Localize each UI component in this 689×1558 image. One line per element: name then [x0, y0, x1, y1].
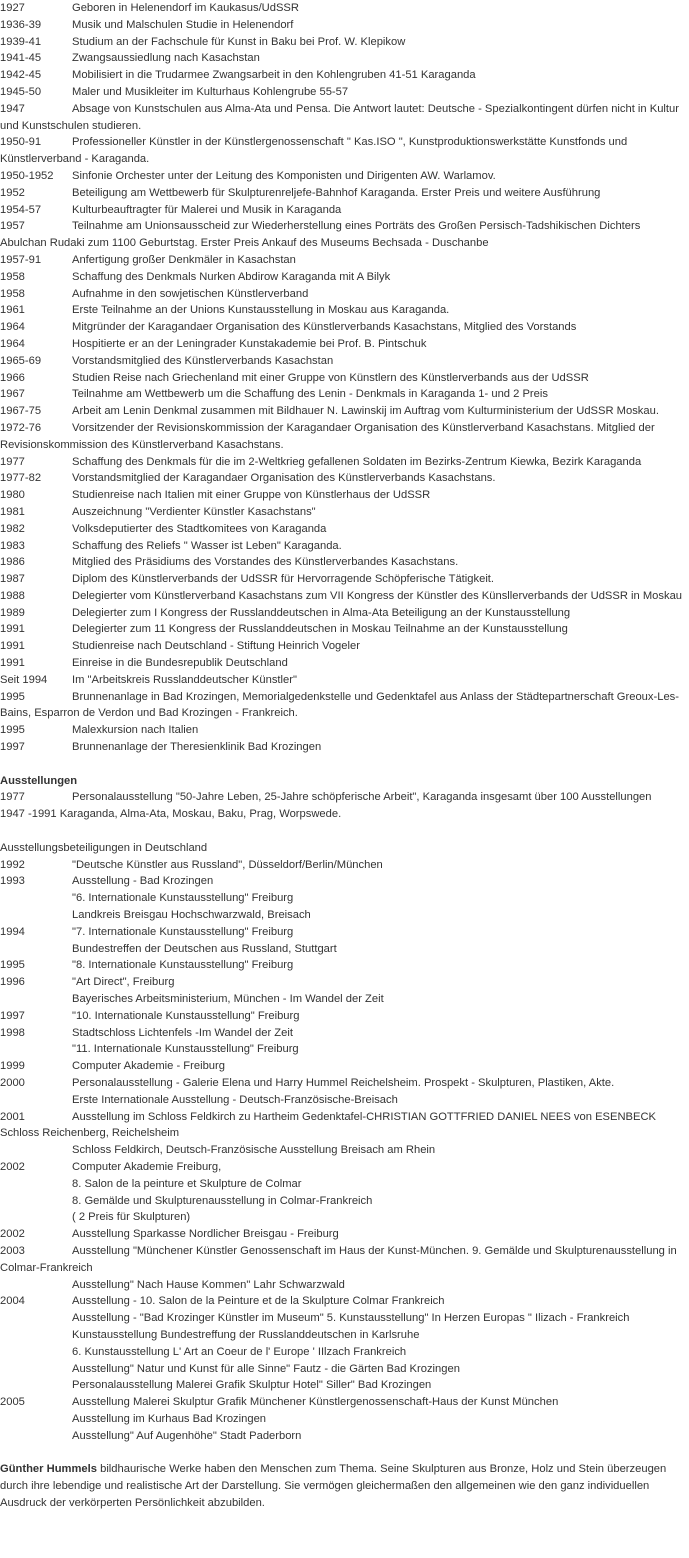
entry-year: 1961 — [0, 304, 25, 317]
entry-text: Bayerisches Arbeitsministerium, München - Im Wandel der Zeit — [72, 993, 384, 1006]
exhibition-year-group — [0, 1226, 689, 1243]
timeline-entry — [0, 588, 689, 605]
entry-text: "8. Internationale Kunstausstellung" Freiburg — [72, 959, 294, 972]
timeline-entry — [0, 319, 689, 336]
exhibition-entry — [0, 1092, 689, 1109]
entry-year: 1994 — [0, 925, 25, 938]
entry-year: 2001 — [0, 1110, 25, 1123]
timeline-entry — [0, 34, 689, 51]
entry-text: Sinfonie Orchester unter der Leitung des Komponisten und Dirigenten AW. Warlamov. — [72, 169, 496, 182]
entry-year: 1991 — [0, 640, 25, 653]
exhibition-year-group — [0, 1293, 689, 1394]
entry-text: Schaffung des Reliefs " Wasser ist Leben" Karaganda. — [72, 539, 342, 552]
artist-name: Günther Hummels — [0, 1463, 97, 1476]
spacer — [0, 756, 689, 773]
entry-year: 1957-91 — [0, 253, 42, 266]
entry-text: "6. Internationale Kunstausstellung" Freiburg — [72, 892, 294, 905]
exhibition-entry — [0, 890, 689, 907]
exhibition-entry — [0, 1159, 689, 1176]
timeline-entry — [0, 420, 689, 454]
exhibition-entry — [0, 1176, 689, 1193]
exhibition-entry — [0, 1109, 689, 1143]
entry-year: 1977 — [0, 455, 25, 468]
entry-text: Vorsitzender der Revisionskommission der Karagandaer Organisation des Künstlerverband Kasachstans. Mitglied der Revisionskommission des Künstlerverband Kasachstans. — [0, 421, 655, 451]
entry-text: Schaffung des Denkmals für die im 2-Weltkrieg gefallenen Soldaten im Bezirks-Zentrum Kiewka, Bezirk Karaganda — [72, 455, 642, 468]
exhibition-entry — [0, 941, 689, 958]
exhibition-entry — [0, 1226, 689, 1243]
timeline-entry — [0, 168, 689, 185]
entry-text: Studium an der Fachschule für Kunst in Baku bei Prof. W. Klepikow — [72, 35, 406, 48]
timeline-entry — [0, 353, 689, 370]
entry-text: Einreise in die Bundesrepublik Deutschland — [72, 657, 288, 670]
closing-text: bildhaurische Werke haben den Menschen zum Thema. Seine Skulpturen aus Bronze, Holz und Stein überzeugen durch ihre lebendige und realistische Art der Darstellung. Sie vermögen gleichermaßen den allgemeinen wie den ganz individuellen Ausdruck der verkörperten Persönlichkeit abzubilden. — [0, 1463, 667, 1509]
exhibition-entry — [0, 873, 689, 890]
timeline-entry — [0, 739, 689, 756]
entry-year: 1999 — [0, 1060, 25, 1073]
entry-text: Maler und Musikleiter im Kulturhaus Kohlengrube 55-57 — [72, 85, 349, 98]
entry-year: 1942-45 — [0, 69, 42, 82]
entry-text: Malexkursion nach Italien — [72, 724, 199, 737]
timeline-entry — [0, 202, 689, 219]
exhibition-entry — [0, 1361, 689, 1378]
exhibition-entry — [0, 991, 689, 1008]
timeline-entry — [0, 621, 689, 638]
timeline-entry — [0, 504, 689, 521]
entry-text: Erste Internationale Ausstellung - Deutsch-Französische-Breisach — [72, 1093, 398, 1106]
timeline-entry — [0, 84, 689, 101]
entry-year: 1952 — [0, 186, 25, 199]
entry-year: 1986 — [0, 556, 25, 569]
timeline-entry — [0, 286, 689, 303]
entry-year: 1977 — [0, 791, 25, 804]
timeline-entry — [0, 17, 689, 34]
entry-year: 1936-39 — [0, 18, 42, 31]
timeline-entry — [0, 386, 689, 403]
entry-text: Beteiligung am Wettbewerb für Skulpturenreljefe-Bahnhof Karaganda. Erster Preis und weitere Ausführung — [72, 186, 601, 199]
entry-text: Ausstellung" Auf Augenhöhe" Stadt Paderborn — [72, 1429, 302, 1442]
entry-year: 1980 — [0, 489, 25, 502]
entry-text: 6. Kunstausstellung L' Art an Coeur de l' Europe ' IIlzach Frankreich — [72, 1345, 407, 1358]
entry-text: Professioneller Künstler in der Künstlergenossenschaft " Kas.ISO ", Kunstproduktionswerkstätte Kunstfonds und Künstlerverband - Karaganda. — [0, 136, 628, 166]
entry-year: Seit 1994 — [0, 673, 48, 686]
entry-year: 2002 — [0, 1160, 25, 1173]
entry-year: 1947 — [0, 102, 25, 115]
timeline-entry — [0, 403, 689, 420]
entry-text: Vorstandsmitglied der Karagandaer Organisation des Künstlerverbands Kasachstans. — [72, 472, 496, 485]
entry-year: 1991 — [0, 657, 25, 670]
germany-exhibitions-list — [0, 857, 689, 1445]
closing-paragraph — [0, 1461, 689, 1511]
entry-year: 1945-50 — [0, 85, 42, 98]
entry-text: Delegierter zum 11 Kongress der Russlanddeutschen in Moskau Teilnahme an der Kunstausstellung — [72, 623, 568, 636]
spacer — [0, 1445, 689, 1462]
entry-text: Ausstellung Malerei Skulptur Grafik Münchener Künstlergenossenschaft-Haus der Kunst München — [72, 1396, 559, 1409]
entry-year: 1982 — [0, 522, 25, 535]
exhibition-year-group — [0, 1008, 689, 1025]
exhibition-year-group — [0, 873, 689, 923]
exhibition-entry — [0, 1411, 689, 1428]
exhibition-entry — [0, 1428, 689, 1445]
entry-year: 1991 — [0, 623, 25, 636]
entry-text: Bundestreffen der Deutschen aus Russland, Stuttgart — [72, 942, 337, 955]
entry-year: 1993 — [0, 875, 25, 888]
entry-text: Zwangsaussiedlung nach Kasachstan — [72, 52, 260, 65]
entry-text: Computer Akademie - Freiburg — [72, 1060, 225, 1073]
exhibition-year-group — [0, 1075, 689, 1109]
entry-text: Musik und Malschulen Studie in Helenendorf — [72, 18, 294, 31]
entry-text: Brunnenanlage der Theresienklinik Bad Krozingen — [72, 741, 322, 754]
exhibition-entry — [0, 924, 689, 941]
timeline-entry — [0, 101, 689, 135]
entry-text: Hospitierte er an der Leningrader Kunstakademie bei Prof. B. Pintschuk — [72, 337, 427, 350]
entry-year: 1995 — [0, 959, 25, 972]
entry-year: 1988 — [0, 589, 25, 602]
entry-year: 2003 — [0, 1244, 25, 1257]
exhibition-entry — [0, 1293, 689, 1310]
entry-year: 1950-1952 — [0, 169, 54, 182]
entry-text: Delegierter vom Künstlerverband Kasachstans zum VII Kongress der Künstler des Künsllerverbands der UdSSR in Moskau — [72, 589, 683, 602]
entry-year: 1954-57 — [0, 203, 42, 216]
timeline-entry — [0, 302, 689, 319]
entry-year: 1996 — [0, 976, 25, 989]
timeline-entry — [0, 269, 689, 286]
exhibitions-heading: Ausstellungen — [0, 774, 78, 787]
entry-text: Schaffung des Denkmals Nurken Abdirow Karaganda mit A Bilyk — [72, 270, 391, 283]
exhibition-year-group — [0, 957, 689, 974]
timeline-entry — [0, 0, 689, 17]
exhibition-entry — [0, 1327, 689, 1344]
entry-year: 1958 — [0, 287, 25, 300]
germany-heading: Ausstellungsbeteiligungen in Deutschland — [0, 841, 208, 854]
exhibition-entry — [0, 1277, 689, 1294]
exhibition-entry — [0, 907, 689, 924]
exhibition-entry — [0, 1193, 689, 1210]
entry-year: 1997 — [0, 741, 25, 754]
entry-text: Absage von Kunstschulen aus Alma-Ata und Pensa. Die Antwort lautet: Deutsche - Spezialkontingent dürfen nicht in Kultur und Kunstschulen studieren. — [0, 102, 679, 132]
timeline-entry — [0, 655, 689, 672]
timeline-entry — [0, 605, 689, 622]
entry-year: 1958 — [0, 270, 25, 283]
entry-text: Landkreis Breisgau Hochschwarzwald, Breisach — [72, 909, 311, 922]
entry-year: 1972-76 — [0, 421, 42, 434]
entry-text: Studienreise nach Italien mit einer Gruppe von Künstlerhaus der UdSSR — [72, 489, 431, 502]
exhibition-entry — [0, 1058, 689, 1075]
entry-year: 1998 — [0, 1026, 25, 1039]
entry-text: Auszeichnung "Verdienter Künstler Kasachstans" — [72, 505, 316, 518]
entry-year: 1981 — [0, 505, 25, 518]
timeline-entry — [0, 50, 689, 67]
timeline-entry — [0, 185, 689, 202]
entry-text: Ausstellung - "Bad Krozinger Künstler im Museum" 5. Kunstausstellung" In Herzen Europas " Ilizach - Frankreich — [72, 1312, 630, 1325]
entry-year: 1965-69 — [0, 354, 42, 367]
exhibition-year-group — [0, 1025, 689, 1059]
spacer — [0, 823, 689, 840]
entry-text: Personalausstellung Malerei Grafik Skulptur Hotel" Siller" Bad Krozingen — [72, 1379, 432, 1392]
entry-text: "11. Internationale Kunstausstellung" Freiburg — [72, 1043, 299, 1056]
entry-text: 8. Gemälde und Skulpturenausstellung in Colmar-Frankreich — [72, 1194, 373, 1207]
entry-year: 2000 — [0, 1077, 25, 1089]
entry-text: Ausstellung im Kurhaus Bad Krozingen — [72, 1412, 267, 1425]
timeline-entry — [0, 487, 689, 504]
entry-year: 1967-75 — [0, 405, 42, 418]
entry-year: 1997 — [0, 1009, 25, 1022]
entry-year: 1967 — [0, 388, 25, 401]
entry-text: Im "Arbeitskreis Russlanddeutscher Künstler" — [72, 673, 297, 686]
timeline-entry — [0, 252, 689, 269]
entry-text: Teilnahme am Wettbewerb um die Schaffung des Lenin - Denkmals in Karaganda 1- und 2 Preis — [72, 388, 548, 401]
entry-year: 1966 — [0, 371, 25, 384]
timeline-entry — [0, 538, 689, 555]
exhibition-year-group — [0, 1058, 689, 1075]
entry-year: 1983 — [0, 539, 25, 552]
entry-text: "7. Internationale Kunstausstellung" Freiburg — [72, 925, 294, 938]
timeline-entry — [0, 672, 689, 689]
timeline-entry — [0, 638, 689, 655]
entry-text: Studien Reise nach Griechenland mit einer Gruppe von Künstlern des Künstlerverbands aus der UdSSR — [72, 371, 589, 384]
exhibitions-summary: 1947 -1991 Karaganda, Alma-Ata, Moskau, Baku, Prag, Worpswede. — [0, 808, 342, 821]
entry-text: Ausstellung" Natur und Kunst für alle Sinne" Fautz - die Gärten Bad Krozingen — [72, 1362, 460, 1375]
exhibition-year-group — [0, 1243, 689, 1293]
entry-text: Ausstellung "Münchener Künstler Genossenschaft im Haus der Kunst-München. 9. Gemälde und Skulpturenausstellung in Colmar-Frankreich — [0, 1244, 677, 1274]
entry-text: Stadtschloss Lichtenfels -Im Wandel der Zeit — [72, 1026, 293, 1039]
entry-year: 1992 — [0, 858, 25, 871]
entry-text: Volksdeputierter des Stadtkomitees von Karaganda — [72, 522, 327, 535]
entry-text: Ausstellung Sparkasse Nordlicher Breisgau - Freiburg — [72, 1228, 339, 1241]
entry-text: Erste Teilnahme an der Unions Kunstausstellung in Moskau aus Karaganda. — [72, 304, 450, 317]
entry-text: Personalausstellung "50-Jahre Leben, 25-Jahre schöpferische Arbeit", Karaganda insgesamt über 100 Ausstellungen — [72, 791, 652, 804]
exhibition-entry — [0, 857, 689, 874]
exhibition-year-group — [0, 974, 689, 1008]
exhibition-entry — [0, 789, 689, 806]
entry-text: Diplom des Künstlerverbands der UdSSR für Hervorragende Schöpferische Tätigkeit. — [72, 573, 495, 586]
exhibition-entry — [0, 1209, 689, 1226]
entry-text: Mitglied des Präsidiums des Vorstandes des Künstlerverbandes Kasachstans. — [72, 556, 459, 569]
biography-list — [0, 0, 689, 756]
exhibition-year-group — [0, 1109, 689, 1159]
timeline-entry — [0, 571, 689, 588]
entry-text: Mobilisiert in die Trudarmee Zwangsarbeit in den Kohlengruben 41-51 Karaganda — [72, 69, 476, 82]
exhibition-entry — [0, 974, 689, 991]
entry-text: Arbeit am Lenin Denkmal zusammen mit Bildhauer N. Lawinskij im Auftrag vom Kulturministerium der UdSSR Moskau. — [72, 405, 659, 418]
entry-year: 1989 — [0, 606, 25, 619]
entry-year: 2002 — [0, 1228, 25, 1241]
exhibition-entry — [0, 957, 689, 974]
entry-text: Anfertigung großer Denkmäler in Kasachstan — [72, 253, 296, 266]
entry-text: ( 2 Preis für Skulpturen) — [72, 1211, 191, 1224]
timeline-entry — [0, 67, 689, 84]
exhibition-entry — [0, 1310, 689, 1327]
exhibition-year-group — [0, 924, 689, 958]
entry-text: Kunstausstellung Bundestreffung der Russlanddeutschen in Karlsruhe — [72, 1328, 420, 1341]
entry-text: Ausstellung im Schloss Feldkirch zu Hartheim Gedenktafel-CHRISTIAN GOTTFRIED DANIEL NEES von ESENBECK Schloss Reichenberg, Reichelsheim — [0, 1110, 657, 1140]
entry-text: "Deutsche Künstler aus Russland", Düsseldorf/Berlin/München — [72, 858, 383, 871]
entry-year: 1995 — [0, 690, 25, 703]
entry-text: Geboren in Helenendorf im Kaukasus/UdSSR — [72, 2, 299, 14]
entry-text: Aufnahme in den sowjetischen Künstlerverband — [72, 287, 309, 300]
exhibition-entry — [0, 1377, 689, 1394]
timeline-entry — [0, 722, 689, 739]
entry-text: Kulturbeauftragter für Malerei und Musik in Karaganda — [72, 203, 342, 216]
entry-year: 1964 — [0, 337, 25, 350]
entry-year: 1957 — [0, 220, 25, 233]
timeline-entry — [0, 470, 689, 487]
timeline-entry — [0, 454, 689, 471]
timeline-entry — [0, 689, 689, 723]
entry-text: Teilnahme am Unionsausscheid zur Wiederherstellung eines Porträts des Großen Persisch-Tadshikischen Dichters Abulchan Rudaki zum 1100 Geburtstag. Erster Preis Ankauf des Museums Bechsada - Duschanbe — [0, 220, 641, 250]
timeline-entry — [0, 134, 689, 168]
entry-year: 1977-82 — [0, 472, 42, 485]
entry-text: "10. Internationale Kunstausstellung" Freiburg — [72, 1009, 300, 1022]
entry-text: Ausstellung - 10. Salon de la Peinture et de la Skulpture Colmar Frankreich — [72, 1295, 445, 1308]
exhibition-entry — [0, 1243, 689, 1277]
entry-year: 1941-45 — [0, 52, 42, 65]
exhibition-entry — [0, 1025, 689, 1042]
entry-text: Mitgründer der Karagandaer Organisation des Künstlerverbands Kasachstans, Mitglied des Vorstands — [72, 321, 577, 334]
entry-text: Computer Akademie Freiburg, — [72, 1160, 222, 1173]
timeline-entry — [0, 521, 689, 538]
entry-year: 2004 — [0, 1295, 25, 1308]
entry-text: Personalausstellung - Galerie Elena und Harry Hummel Reichelsheim. Prospekt - Skulpturen, Plastiken, Akte. — [72, 1077, 615, 1089]
entry-text: "Art Direct", Freiburg — [72, 976, 175, 989]
timeline-entry — [0, 336, 689, 353]
timeline-entry — [0, 218, 689, 252]
entry-text: Ausstellung" Nach Hause Kommen" Lahr Schwarzwald — [72, 1278, 345, 1291]
timeline-entry — [0, 554, 689, 571]
exhibition-entry — [0, 1344, 689, 1361]
exhibition-entry — [0, 1075, 689, 1092]
entry-text: Ausstellung - Bad Krozingen — [72, 875, 214, 888]
entry-text: Schloss Feldkirch, Deutsch-Französische Ausstellung Breisach am Rhein — [72, 1144, 436, 1157]
exhibitions-list — [0, 789, 689, 806]
entry-text: Delegierter zum I Kongress der Russlanddeutschen in Alma-Ata Beteiligung an der Kunstausstellung — [72, 606, 571, 619]
timeline-entry — [0, 370, 689, 387]
exhibition-entry — [0, 1394, 689, 1411]
entry-text: 8. Salon de la peinture et Skulpture de Colmar — [72, 1177, 302, 1190]
entry-year: 2005 — [0, 1396, 25, 1409]
exhibition-entry — [0, 1041, 689, 1058]
entry-text: Vorstandsmitglied des Künstlerverbands Kasachstan — [72, 354, 334, 367]
entry-year: 1987 — [0, 573, 25, 586]
exhibition-year-group — [0, 1394, 689, 1444]
exhibition-entry — [0, 1142, 689, 1159]
exhibition-entry — [0, 1008, 689, 1025]
entry-text: Studienreise nach Deutschland - Stiftung Heinrich Vogeler — [72, 640, 360, 653]
entry-year: 1964 — [0, 321, 25, 334]
entry-year: 1950-91 — [0, 136, 42, 149]
exhibition-year-group — [0, 1159, 689, 1226]
entry-text: Brunnenanlage in Bad Krozingen, Memorialgedenkstelle und Gedenktafel aus Anlass der Städtepartnerschaft Greoux-Les-Bains, Esparron de Verdon und Bad Krozingen - Frankreich. — [0, 690, 679, 720]
entry-year: 1939-41 — [0, 35, 42, 48]
entry-year: 1927 — [0, 2, 25, 14]
entry-year: 1995 — [0, 724, 25, 737]
exhibition-year-group — [0, 857, 689, 874]
